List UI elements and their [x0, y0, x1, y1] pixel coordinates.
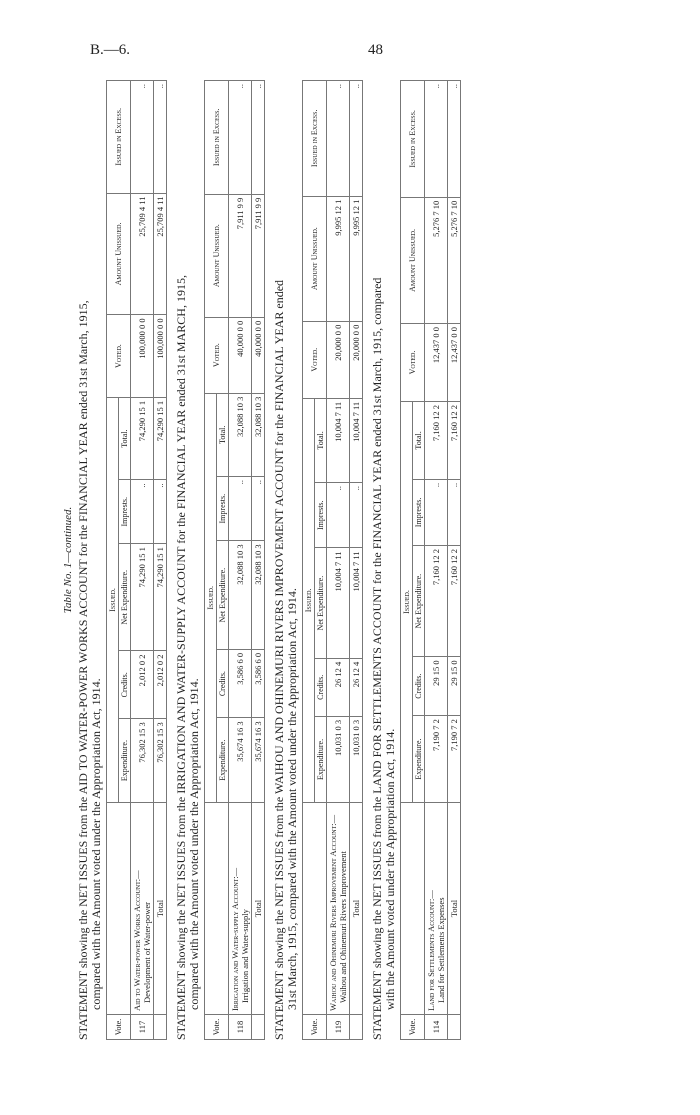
- col-total: Total.: [119, 397, 131, 480]
- total-excess: ..: [448, 81, 461, 198]
- col-voted: Voted.: [205, 317, 229, 393]
- total-unissued: 9,995 12 1: [350, 196, 363, 321]
- col-net: Net Expenditure.: [217, 541, 229, 650]
- imprests-cell: ..: [425, 479, 448, 545]
- col-item: [107, 803, 131, 1015]
- statement-section: [273, 80, 363, 1040]
- total-voted: 100,000 0 0: [154, 315, 167, 398]
- vote-number: 119: [327, 1015, 350, 1040]
- item-name: Irrigation and Water-supply: [240, 909, 250, 1003]
- statement-section: [77, 80, 167, 1040]
- col-excess: Issued in Excess.: [303, 81, 327, 197]
- total-total: 32,088 10 3: [252, 393, 265, 476]
- credits-cell: 29 15 0: [425, 657, 448, 716]
- expenditure-cell: 7,190 7 2: [425, 716, 448, 803]
- statement-title-line1: STATEMENT showing the NET ISSUES from the WAIHOU AND OHINEMURI RIVERS IMPROVEMENT ACCOUNT for the FINANCIAL YEAR ended: [272, 279, 286, 1040]
- account-heading: Land for Settlements Account:—: [426, 890, 436, 1011]
- total-cell: 7,160 12 2: [425, 401, 448, 479]
- item-name: Development of Water-power: [142, 902, 152, 1003]
- total-row: [252, 81, 265, 1040]
- col-credits: Credits.: [217, 649, 229, 717]
- col-imprests: Imprests.: [119, 480, 131, 544]
- table-row: [131, 81, 154, 1040]
- col-voted: Voted.: [401, 324, 425, 402]
- total-expenditure: 10,031 0 3: [350, 716, 363, 802]
- statement-table: [400, 80, 461, 1040]
- total-credits: 26 12 4: [350, 658, 363, 716]
- total-imprests: ..: [154, 480, 167, 544]
- col-item: [401, 803, 425, 1015]
- col-net: Net Expenditure.: [315, 548, 327, 658]
- total-label: Total: [350, 803, 363, 1015]
- excess-cell: ..: [131, 81, 154, 194]
- unissued-cell: 5,276 7 10: [425, 197, 448, 323]
- col-item: [303, 803, 327, 1015]
- net-cell: 10,004 7 11: [327, 548, 350, 658]
- unissued-cell: 9,995 12 1: [327, 196, 350, 321]
- account-heading: Aid to Water-power Works Account:—: [132, 870, 142, 1011]
- total-unissued: 5,276 7 10: [448, 197, 461, 323]
- total-vote-cell: [350, 1015, 363, 1040]
- table-row: [229, 81, 252, 1040]
- col-total: Total.: [413, 401, 425, 479]
- col-excess: Issued in Excess.: [401, 81, 425, 198]
- col-unissued: Amount Unissued.: [107, 193, 131, 315]
- col-unissued: Amount Unissued.: [401, 197, 425, 323]
- unissued-cell: 25,709 4 11: [131, 193, 154, 315]
- total-excess: ..: [350, 81, 363, 197]
- net-cell: 32,088 10 3: [229, 541, 252, 650]
- total-expenditure: 7,190 7 2: [448, 716, 461, 803]
- col-expenditure: Expenditure.: [315, 716, 327, 802]
- imprests-cell: ..: [327, 483, 350, 548]
- total-excess: ..: [252, 81, 265, 195]
- statement-title-line1: STATEMENT showing the NET ISSUES from the LAND FOR SETTLEMENTS ACCOUNT for the FINANCIAL YEAR ended 31st March, 1915, compared: [370, 277, 384, 1040]
- col-vote: Vote.: [303, 1015, 327, 1040]
- total-row: [350, 81, 363, 1040]
- total-unissued: 25,709 4 11: [154, 193, 167, 315]
- unissued-cell: 7,911 9 9: [229, 194, 252, 317]
- voted-cell: 40,000 0 0: [229, 317, 252, 393]
- statements: [77, 80, 461, 1040]
- col-issued: Issued.: [401, 401, 413, 802]
- net-cell: 7,160 12 2: [425, 545, 448, 656]
- credits-cell: 2,012 0 2: [131, 651, 154, 719]
- col-expenditure: Expenditure.: [413, 716, 425, 803]
- account-heading: Waihou and Ohinemuri Rivers Improvement Account:—: [328, 814, 338, 1011]
- total-unissued: 7,911 9 9: [252, 194, 265, 317]
- expenditure-cell: 10,031 0 3: [327, 716, 350, 802]
- total-row: [448, 81, 461, 1040]
- total-voted: 40,000 0 0: [252, 317, 265, 393]
- total-row: [154, 81, 167, 1040]
- col-expenditure: Expenditure.: [217, 718, 229, 803]
- vote-number: 118: [229, 1015, 252, 1040]
- col-unissued: Amount Unissued.: [205, 194, 229, 317]
- col-imprests: Imprests.: [413, 479, 425, 545]
- col-total: Total.: [217, 393, 229, 476]
- voted-cell: 100,000 0 0: [131, 315, 154, 398]
- total-cell: 74,290 15 1: [131, 397, 154, 480]
- total-total: 74,290 15 1: [154, 397, 167, 480]
- col-unissued: Amount Unissued.: [303, 196, 327, 321]
- col-item: [205, 803, 229, 1015]
- total-credits: 2,012 0 2: [154, 651, 167, 719]
- total-net: 7,160 12 2: [448, 545, 461, 656]
- total-label: Total: [252, 803, 265, 1015]
- excess-cell: ..: [229, 81, 252, 195]
- statement-title: [175, 80, 201, 1040]
- item-name: Land for Settlements Expenses: [436, 897, 446, 1003]
- statement-title-line2: 31st March, 1915, compared with the Amount voted under the Appropriation Act, 1914.: [285, 588, 299, 1010]
- total-net: 74,290 15 1: [154, 544, 167, 651]
- expenditure-cell: 35,674 16 3: [229, 718, 252, 803]
- total-expenditure: 35,674 16 3: [252, 718, 265, 803]
- credits-cell: 3,586 6 0: [229, 649, 252, 717]
- statement-table: [106, 80, 167, 1040]
- col-imprests: Imprests.: [217, 477, 229, 541]
- total-imprests: ..: [252, 477, 265, 541]
- account-heading: Irrigation and Water-supply Account:—: [230, 867, 240, 1011]
- total-label: Total: [154, 803, 167, 1015]
- col-vote: Vote.: [205, 1015, 229, 1040]
- statement-table: [204, 80, 265, 1040]
- statement-title-line2: compared with the Amount voted under the Appropriation Act, 1914.: [89, 678, 103, 1010]
- statement-title: [371, 80, 397, 1040]
- table-title: Table No. 1—continued.: [62, 506, 74, 614]
- table-row: [425, 81, 448, 1040]
- col-excess: Issued in Excess.: [107, 81, 131, 194]
- col-voted: Voted.: [303, 321, 327, 398]
- excess-cell: ..: [327, 81, 350, 197]
- col-expenditure: Expenditure.: [119, 719, 131, 803]
- statement-title-line2: with the Amount voted under the Appropriation Act, 1914.: [383, 728, 397, 1010]
- item-description: [131, 803, 154, 1015]
- total-expenditure: 76,302 15 3: [154, 719, 167, 803]
- total-label: Total: [448, 803, 461, 1015]
- col-excess: Issued in Excess.: [205, 81, 229, 195]
- total-cell: 10,004 7 11: [327, 398, 350, 482]
- item-description: [327, 803, 350, 1015]
- vote-number: 114: [425, 1015, 448, 1040]
- total-vote-cell: [448, 1015, 461, 1040]
- net-cell: 74,290 15 1: [131, 544, 154, 651]
- expenditure-cell: 76,302 15 3: [131, 719, 154, 803]
- col-credits: Credits.: [315, 658, 327, 716]
- page-number: 48: [368, 42, 383, 58]
- total-imprests: ..: [350, 483, 363, 548]
- col-voted: Voted.: [107, 315, 131, 398]
- statement-section: [175, 80, 265, 1040]
- total-credits: 29 15 0: [448, 657, 461, 716]
- imprests-cell: ..: [229, 477, 252, 541]
- statement-title: [273, 80, 299, 1040]
- total-vote-cell: [252, 1015, 265, 1040]
- total-imprests: ..: [448, 479, 461, 545]
- table-row: [327, 81, 350, 1040]
- total-voted: 20,000 0 0: [350, 321, 363, 398]
- credits-cell: 26 12 4: [327, 658, 350, 716]
- vote-number: 117: [131, 1015, 154, 1040]
- col-credits: Credits.: [119, 651, 131, 719]
- total-voted: 12,437 0 0: [448, 324, 461, 402]
- item-description: [425, 803, 448, 1015]
- col-vote: Vote.: [107, 1015, 131, 1040]
- col-vote: Vote.: [401, 1015, 425, 1040]
- voted-cell: 20,000 0 0: [327, 321, 350, 398]
- item-name: Waihou and Ohinemuri Rivers Improvement: [338, 851, 348, 1003]
- total-credits: 3,586 6 0: [252, 649, 265, 717]
- total-vote-cell: [154, 1015, 167, 1040]
- excess-cell: ..: [425, 81, 448, 198]
- col-issued: Issued.: [107, 397, 119, 802]
- col-issued: Issued.: [205, 393, 217, 802]
- statement-table: [302, 80, 363, 1040]
- page-ref: B.—6.: [90, 42, 131, 58]
- total-net: 10,004 7 11: [350, 548, 363, 658]
- total-excess: ..: [154, 81, 167, 194]
- col-credits: Credits.: [413, 657, 425, 716]
- total-total: 10,004 7 11: [350, 398, 363, 482]
- statement-title-line1: STATEMENT showing the NET ISSUES from the IRRIGATION AND WATER-SUPPLY ACCOUNT for the FINANCIAL YEAR ended 31st MARCH, 1915,: [174, 275, 188, 1040]
- col-imprests: Imprests.: [315, 483, 327, 548]
- item-description: [229, 803, 252, 1015]
- total-cell: 32,088 10 3: [229, 393, 252, 476]
- rotated-page-content: [60, 80, 645, 1040]
- total-total: 7,160 12 2: [448, 401, 461, 479]
- col-issued: Issued.: [303, 398, 315, 802]
- col-net: Net Expenditure.: [119, 544, 131, 651]
- statement-title-line2: compared with the Amount voted under the Appropriation Act, 1914.: [187, 678, 201, 1010]
- imprests-cell: ..: [131, 480, 154, 544]
- total-net: 32,088 10 3: [252, 541, 265, 650]
- voted-cell: 12,437 0 0: [425, 324, 448, 402]
- statement-section: [371, 80, 461, 1040]
- statement-title: [77, 80, 103, 1040]
- col-total: Total.: [315, 398, 327, 482]
- col-net: Net Expenditure.: [413, 545, 425, 656]
- statement-title-line1: STATEMENT showing the NET ISSUES from the AID TO WATER-POWER WORKS ACCOUNT for the FINANCIAL YEAR ended 31st March, 1915,: [76, 300, 90, 1040]
